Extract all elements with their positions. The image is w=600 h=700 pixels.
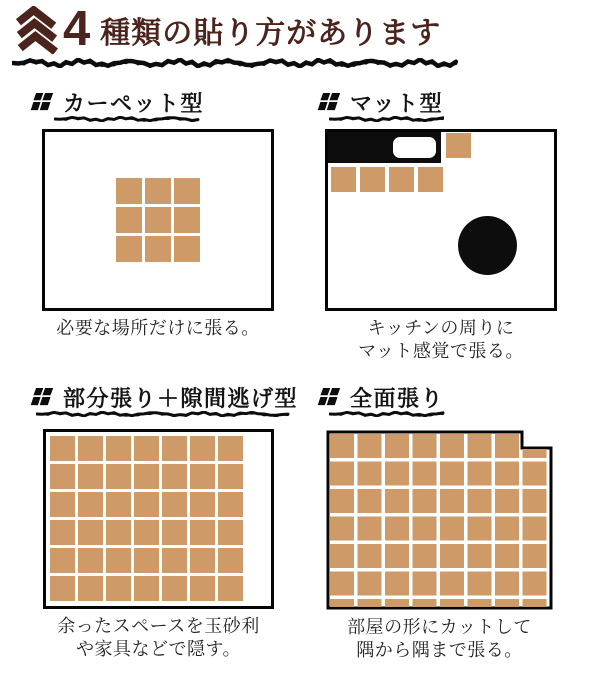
brush-chevrons-icon: [14, 6, 58, 54]
tile: [385, 434, 409, 458]
tile: [218, 520, 243, 545]
section-carpet: [28, 88, 306, 340]
section-mat: [315, 88, 593, 363]
caption-line: 余ったスペースを玉砂利: [57, 616, 260, 636]
tile: [358, 572, 382, 596]
tile: [523, 572, 547, 596]
tile: [145, 236, 171, 262]
tile-row: [331, 167, 443, 192]
section-full-title-row: [315, 383, 593, 411]
tile: [523, 544, 547, 568]
tile: [468, 517, 492, 541]
mat-diagram: [325, 129, 557, 311]
tile: [116, 207, 142, 233]
tile: [468, 489, 492, 513]
tile: [331, 167, 356, 192]
tile: [358, 517, 382, 541]
header-number: 4: [63, 2, 91, 56]
tile: [413, 434, 437, 458]
tile: [358, 544, 382, 568]
tile: [162, 492, 187, 517]
tile: [218, 576, 243, 601]
tile: [440, 462, 464, 486]
tile: [134, 436, 159, 461]
full-diagram: [326, 430, 553, 610]
round-table: [458, 216, 517, 275]
tile: [50, 548, 75, 573]
floor-tiles-icon: [28, 387, 55, 407]
tile: [162, 436, 187, 461]
tile: [468, 462, 492, 486]
tile: [106, 576, 131, 601]
tile: [174, 236, 200, 262]
tile: [50, 464, 75, 489]
tile: [78, 436, 103, 461]
tile: [440, 434, 464, 458]
tile: [330, 462, 354, 486]
partial-caption: [43, 615, 274, 661]
section-carpet-title-row: [28, 88, 306, 116]
tile: [330, 434, 354, 458]
section-mat-title: マット型: [350, 90, 444, 116]
tile: [190, 576, 215, 601]
sink: [393, 137, 436, 158]
tile: [330, 489, 354, 513]
tile: [495, 572, 519, 596]
scribble-underline: [12, 58, 458, 68]
tile: [218, 548, 243, 573]
floor-tiles-icon: [28, 92, 55, 112]
tile: [413, 462, 437, 486]
tile: [106, 492, 131, 517]
carpet-caption: [42, 317, 274, 340]
tile: [495, 489, 519, 513]
tile: [106, 520, 131, 545]
tile: [134, 492, 159, 517]
tile: [162, 464, 187, 489]
tile: [468, 572, 492, 596]
tile: [218, 464, 243, 489]
tile: [413, 489, 437, 513]
tile: [330, 572, 354, 596]
tile: [440, 544, 464, 568]
tile: [468, 434, 492, 458]
tile: [162, 548, 187, 573]
caption-line: 必要な場所だけに張る。: [56, 318, 260, 338]
tile: [440, 489, 464, 513]
tile: [358, 434, 382, 458]
tile: [385, 544, 409, 568]
tile: [190, 492, 215, 517]
tile: [523, 462, 547, 486]
page-header: [14, 4, 441, 54]
tile: [190, 548, 215, 573]
tile: [440, 572, 464, 596]
tile: [218, 436, 243, 461]
tile: [330, 544, 354, 568]
tile: [78, 464, 103, 489]
tile: [468, 544, 492, 568]
tile: [446, 133, 471, 158]
tile: [134, 576, 159, 601]
tile: [358, 462, 382, 486]
tile: [106, 436, 131, 461]
tile-grid: [116, 178, 200, 262]
tile: [190, 436, 215, 461]
tile: [174, 178, 200, 204]
tile: [50, 520, 75, 545]
tile: [385, 462, 409, 486]
tile: [50, 492, 75, 517]
section-carpet-title: カーペット型: [63, 90, 205, 116]
tile: [78, 520, 103, 545]
tile: [134, 464, 159, 489]
tile: [385, 572, 409, 596]
tile: [106, 548, 131, 573]
tile: [50, 576, 75, 601]
tile: [190, 520, 215, 545]
tile: [523, 517, 547, 541]
tile: [413, 572, 437, 596]
tile: [116, 178, 142, 204]
tile: [145, 178, 171, 204]
tile: [418, 167, 443, 192]
section-partial: [28, 383, 306, 661]
section-partial-title: 部分張り＋隙間逃げ型: [63, 385, 299, 411]
tile: [78, 492, 103, 517]
tile: [134, 548, 159, 573]
tile: [190, 464, 215, 489]
tile: [78, 548, 103, 573]
kitchen-counter: [328, 132, 441, 163]
caption-line: 部屋の形にカットして: [347, 617, 532, 637]
tile: [413, 517, 437, 541]
tile: [78, 576, 103, 601]
tile: [495, 462, 519, 486]
section-full: [315, 383, 593, 662]
caption-line: マット感覚で張る。: [358, 341, 524, 361]
tile: [106, 464, 131, 489]
tile: [116, 236, 142, 262]
tile-grid: [50, 436, 243, 601]
tile: [358, 489, 382, 513]
tile: [389, 167, 414, 192]
carpet-diagram: [42, 129, 274, 311]
tile: [50, 436, 75, 461]
full-caption: [326, 616, 553, 662]
tile: [413, 544, 437, 568]
tile: [495, 517, 519, 541]
tile: [523, 489, 547, 513]
tile: [174, 207, 200, 233]
tile: [495, 544, 519, 568]
section-partial-title-row: [28, 383, 306, 411]
partial-diagram: [43, 429, 274, 609]
section-mat-title-row: [315, 88, 593, 116]
tile: [385, 489, 409, 513]
tile: [162, 520, 187, 545]
tile: [145, 207, 171, 233]
tile: [330, 517, 354, 541]
caption-line: や家具などで隠す。: [75, 639, 242, 659]
floor-tiles-icon: [315, 387, 342, 407]
caption-line: キッチンの周りに: [367, 318, 515, 338]
tile: [523, 434, 547, 458]
tile: [134, 520, 159, 545]
tile: [385, 517, 409, 541]
floor-tiles-icon: [315, 92, 342, 112]
page-title: 種類の貼り方があります: [100, 17, 442, 50]
tile: [360, 167, 385, 192]
tile: [495, 434, 519, 458]
section-full-title: 全面張り: [350, 385, 445, 411]
tile: [218, 492, 243, 517]
tile: [440, 517, 464, 541]
tile: [162, 576, 187, 601]
mat-caption: [325, 317, 557, 363]
caption-line: 隅から隅まで張る。: [356, 640, 523, 660]
